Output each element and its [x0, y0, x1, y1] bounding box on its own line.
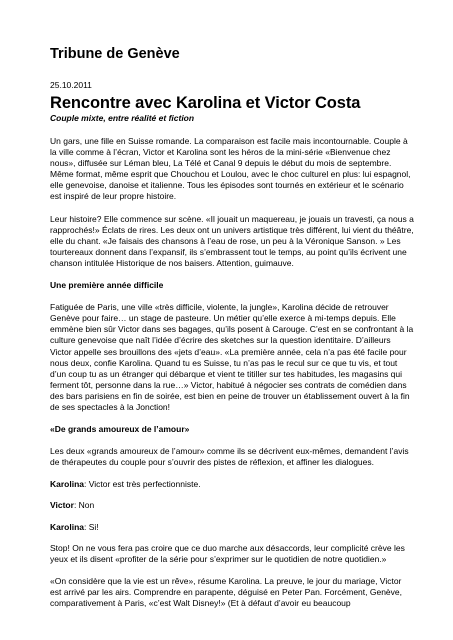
dialogue-line-3 — [50, 522, 414, 533]
dialogue-text-2: : Non — [73, 500, 95, 511]
section-heading-first-year: Une première année difficile — [50, 280, 164, 291]
article-date: 25.10.2011 — [50, 80, 92, 90]
dialogue-text-3: : Si! — [84, 521, 99, 532]
paragraph-intro: Un gars, une fille en Suisse romande. La comparaison est facile mais incontournable. Couple à la ville comme à l’écran, Victor et Karolina sont les héros de la mini-série «Bienvenue chez nous», diffusée sur Léman bleu, La Télé et Canal 9 depuis le début du mois de septembre. Même format, même esprit que Chouchou et Loulou, avec le choc culturel en plus: lui espagnol, elle genevoise, danoise et italienne. Tous les épisodes sont tournés en extérieur et le scénario est inspiré de leur propre histoire. — [50, 136, 411, 202]
paragraph-dream: «On considère que la vie est un rêve», résume Karolina. La preuve, le jour du mariage, Victor est arrivé par les airs. Comprendre en parapente, déguisé en Peter Pan. Forcément, Genève, comparativement à Paris, «c’est Walt Disney!» (Et à défaut d’avoir eu beaucoup — [50, 575, 402, 608]
article-body — [50, 136, 414, 620]
paragraph-lovers: Les deux «grands amoureux de l’amour» comme ils se décrivent eux-mêmes, demandent l’avis de thérapeutes du couple pour s’ouvrir des pistes de réflexion, et affiner les dialogues. — [50, 446, 409, 468]
speaker-karolina: Karolina — [50, 479, 85, 490]
section-heading-lovers: «De grands amoureux de l’amour» — [50, 424, 190, 435]
article-subtitle: Couple mixte, entre réalité et fiction — [50, 113, 195, 123]
paragraph-story: Leur histoire? Elle commence sur scène. «Il jouait un maquereau, je jouais un travesti, ça nous a rapprochés!» Éclats de rires. Les deux ont un univers artistique très différent, lui vient du théâtre, elle du chant. «Je faisais des chansons à l’eau de rose, un peu à la Véronique Sanson. » Les tourtereaux donnent dans l’expansif, ils s’embrassent tout le temps, au point qu’ils écrivent une chanson intitulée Historique de nos baisers. Attention, guimauve. — [50, 213, 414, 268]
paragraph-first-year: Fatiguée de Paris, une ville «très difficile, violente, la jungle», Karolina décide de retrouver Genève pour faire… un stage de pasteure. Un métier qu’elle exerce à mi-temps depuis. Elle emmène bien sûr Victor dans ses bagages, qu’ils posent à Carouge. C’est en se confrontant à la culture genevoise que naît l’idée d’écrire des sketches sur la question identitaire. D’ailleurs Victor appelle ses brouillons des «jets d’eau». «La première année, cela n’a pas été facile pour nous deux, confie Karolina. Quand tu es Suisse, tu n’as pas le recul sur ce que tu vis, et tout d’un coup tu as un étranger qui débarque et vient te titiller sur tes habitudes, les magasins qui ferment tôt, personne dans la rue…» Victor, habitué à négocier ses contrats de comédien dans des bars parisiens en fin de soirée, est bien en peine de trouver un établissement ouvert à la fin de ses spectacles à la Jonction! — [50, 302, 414, 412]
dialogue-text-1: : Victor est très perfectionniste. — [84, 479, 201, 490]
newspaper-name: Tribune de Genève — [50, 46, 180, 62]
paragraph-stop: Stop! On ne vous fera pas croire que ce duo marche aux désaccords, leur complicité crève les yeux et ils disent «profiter de la série pour s’exprimer sur le quotidien de notre quotidien.» — [50, 542, 405, 564]
article-title: Rencontre avec Karolina et Victor Costa — [50, 94, 361, 112]
speaker-karolina: Karolina — [50, 521, 85, 532]
dialogue-line-2 — [50, 500, 414, 511]
speaker-victor: Victor — [50, 500, 74, 511]
dialogue-line-1 — [50, 479, 414, 490]
